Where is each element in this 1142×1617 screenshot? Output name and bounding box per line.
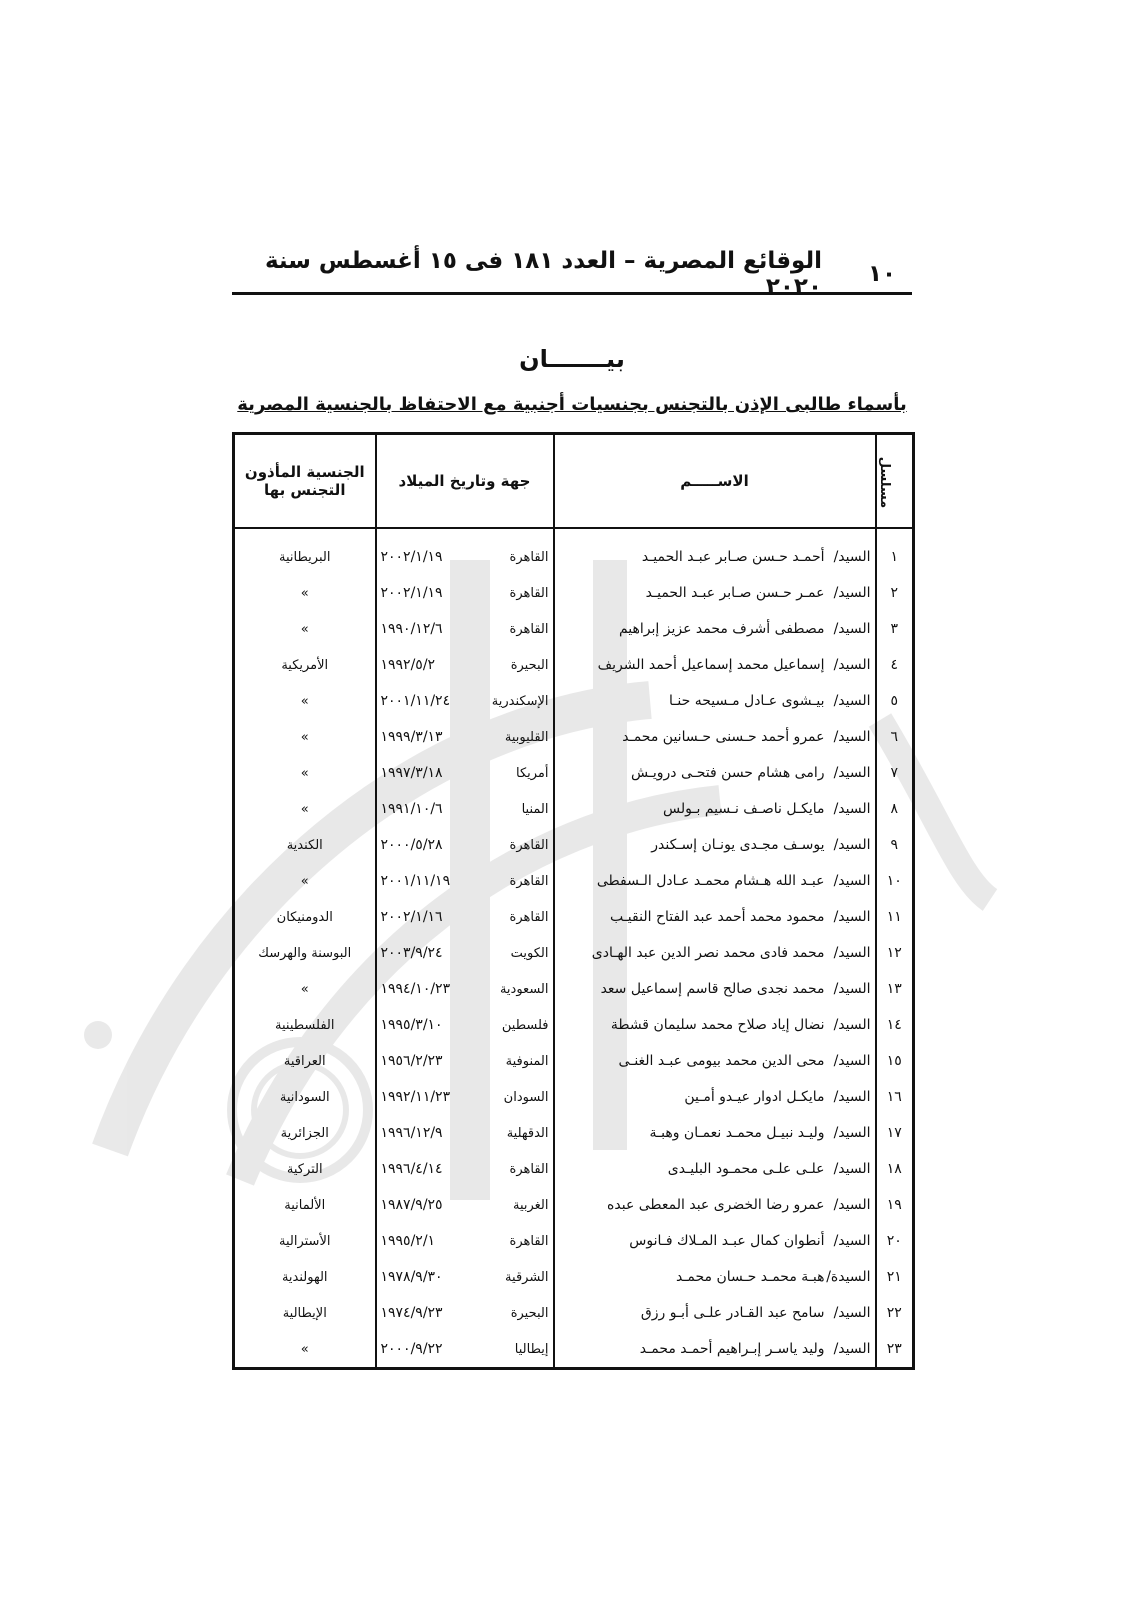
row-nationality: الهولندية: [234, 1259, 376, 1295]
table-row: [234, 1331, 914, 1369]
row-birth-place: المنوفية: [505, 1053, 549, 1069]
row-serial: ١٧: [876, 1115, 914, 1151]
page-header: [232, 248, 912, 300]
table-row: [234, 1115, 914, 1151]
applicants-table: [232, 432, 915, 1370]
row-birth-cell: [376, 719, 554, 755]
document-title: بيـــــــان: [519, 345, 625, 373]
row-birth-cell: [376, 1187, 554, 1223]
row-name: إسماعيل محمد إسماعيل أحمد الشريف: [597, 657, 825, 673]
row-birth-date: ٢٠٠٢/١/١٩: [380, 549, 443, 565]
row-birth-cell: [376, 1115, 554, 1151]
row-name: مايكـل ادوار عيـدو أمـين: [684, 1089, 825, 1105]
row-title: السيدة/: [826, 1269, 871, 1285]
row-birth-cell: [376, 791, 554, 827]
row-title: السيد/: [833, 657, 871, 673]
row-birth-place: القاهرة: [509, 837, 549, 853]
row-birth-place: القاهرة: [509, 585, 549, 601]
table-row: [234, 791, 914, 827]
row-birth-place: البحيرة: [510, 1305, 549, 1321]
row-name: عبـد الله هـشام محمـد عـادل الـسفطى: [596, 873, 825, 889]
page-number: ١٠: [867, 261, 897, 287]
row-serial: ٢٢: [876, 1295, 914, 1331]
row-birth-place: القليوبية: [504, 729, 549, 745]
row-birth-date: ١٩٩٢/٥/٢: [380, 657, 436, 673]
row-birth-date: ٢٠٠٠/٥/٢٨: [380, 837, 443, 853]
row-name: نضال إياد صلاح محمد سليمان قشطة: [610, 1017, 825, 1033]
row-name: محى الدين محمد بيومى عبـد الغنـى: [618, 1053, 825, 1069]
row-birth-cell: [376, 755, 554, 791]
table-row: [234, 1007, 914, 1043]
row-nationality: السودانية: [234, 1079, 376, 1115]
table-row: [234, 719, 914, 755]
row-name-cell: [554, 1007, 876, 1043]
row-birth-date: ٢٠٠٢/١/١٦: [380, 909, 443, 925]
row-birth-cell: [376, 1043, 554, 1079]
table-row: [234, 528, 914, 575]
row-birth-date: ١٩٩٩/٣/١٣: [380, 729, 443, 745]
table-row: [234, 683, 914, 719]
row-name: وليد ياسـر إبـراهيم أحمـد محمـد: [639, 1341, 825, 1357]
row-nationality: الأمريكية: [234, 647, 376, 683]
row-birth-cell: [376, 1151, 554, 1187]
row-title: السيد/: [833, 945, 871, 961]
row-birth-date: ١٩٩٤/١٠/٢٣: [380, 981, 451, 997]
row-name-cell: [554, 611, 876, 647]
row-name: سامح عبد القـادر علـى أبـو رزق: [640, 1305, 825, 1321]
row-birth-date: ٢٠٠٣/٩/٢٤: [380, 945, 443, 961]
row-birth-place: الكويت: [510, 945, 549, 961]
row-name-cell: [554, 1187, 876, 1223]
table-row: [234, 827, 914, 863]
row-birth-date: ١٩٩٢/١١/٢٣: [380, 1089, 451, 1105]
row-nationality: »: [234, 683, 376, 719]
row-serial: ١: [876, 528, 914, 575]
row-name-cell: [554, 528, 876, 575]
row-birth-date: ١٩٩٥/٢/١: [380, 1233, 436, 1249]
row-birth-date: ١٩٧٤/٩/٢٣: [380, 1305, 443, 1321]
row-birth-place: البحيرة: [510, 657, 549, 673]
row-nationality: »: [234, 719, 376, 755]
row-birth-place: القاهرة: [509, 1233, 549, 1249]
row-name: عمرو أحمد حـسنى حـسانين محمـد: [622, 729, 825, 745]
row-name: أنطوان كمال عبـد المـلاك فـانوس: [629, 1233, 825, 1249]
row-birth-place: الدقهلية: [506, 1125, 549, 1141]
row-serial: ٨: [876, 791, 914, 827]
table-row: [234, 1151, 914, 1187]
header-nationality: الجنسية المأذون التجنس بها: [234, 434, 376, 529]
row-title: السيد/: [833, 1089, 871, 1105]
row-nationality: الكندية: [234, 827, 376, 863]
row-serial: ١٩: [876, 1187, 914, 1223]
row-name: مايكـل ناصـف نـسيم بـولس: [663, 801, 825, 817]
table-row: [234, 647, 914, 683]
row-title: السيد/: [833, 873, 871, 889]
row-name: محمود محمد أحمد عبد الفتاح النقيـب: [609, 909, 825, 925]
document-subtitle: بأسماء طالبى الإذن بالتجنس بجنسيات أجنبية مع الاحتفاظ بالجنسية المصرية: [237, 394, 907, 415]
row-serial: ٥: [876, 683, 914, 719]
row-title: السيد/: [833, 1233, 871, 1249]
row-title: السيد/: [833, 693, 871, 709]
row-name: هبـة محمـد حـسان محمـد: [675, 1269, 825, 1285]
row-title: السيد/: [833, 585, 871, 601]
table-row: [234, 611, 914, 647]
row-name-cell: [554, 1223, 876, 1259]
row-serial: ٤: [876, 647, 914, 683]
row-name: وليـد نبيـل محمـد نعمـان وهبـة: [649, 1125, 825, 1141]
row-name-cell: [554, 1151, 876, 1187]
table-header-row: [234, 434, 914, 529]
row-birth-cell: [376, 899, 554, 935]
table-row: [234, 1079, 914, 1115]
row-serial: ١٣: [876, 971, 914, 1007]
row-name-cell: [554, 899, 876, 935]
row-title: السيد/: [833, 981, 871, 997]
row-title: السيد/: [833, 1161, 871, 1177]
row-title: السيد/: [833, 909, 871, 925]
row-birth-date: ١٩٩٠/١٢/٦: [380, 621, 443, 637]
row-serial: ٩: [876, 827, 914, 863]
row-name-cell: [554, 863, 876, 899]
table-body: [234, 528, 914, 1369]
row-title: السيد/: [833, 1305, 871, 1321]
row-nationality: الجزائرية: [234, 1115, 376, 1151]
row-birth-place: القاهرة: [509, 873, 549, 889]
row-birth-date: ١٩٧٨/٩/٣٠: [380, 1269, 443, 1285]
row-nationality: »: [234, 575, 376, 611]
table-row: [234, 1043, 914, 1079]
row-birth-date: ٢٠٠٠/٩/٢٢: [380, 1341, 443, 1357]
row-serial: ١٤: [876, 1007, 914, 1043]
row-name-cell: [554, 719, 876, 755]
row-title: السيد/: [833, 1125, 871, 1141]
row-name-cell: [554, 971, 876, 1007]
row-title: السيد/: [833, 837, 871, 853]
row-nationality: »: [234, 1331, 376, 1369]
row-birth-date: ١٩٩٦/١٢/٩: [380, 1125, 443, 1141]
row-name: محمد نجدى صالح قاسم إسماعيل سعد: [600, 981, 825, 997]
row-name-cell: [554, 647, 876, 683]
row-name: يوسـف مجـدى يونـان إسـكندر: [651, 837, 825, 853]
table-row: [234, 1259, 914, 1295]
row-birth-cell: [376, 935, 554, 971]
row-title: السيد/: [833, 765, 871, 781]
row-serial: ١٥: [876, 1043, 914, 1079]
row-name-cell: [554, 683, 876, 719]
row-name-cell: [554, 791, 876, 827]
row-birth-place: القاهرة: [509, 1161, 549, 1177]
row-title: السيد/: [833, 621, 871, 637]
row-birth-place: فلسطين: [501, 1017, 549, 1033]
table-row: [234, 1187, 914, 1223]
row-serial: ٢٣: [876, 1331, 914, 1369]
row-birth-place: أمريكا: [515, 765, 549, 781]
table-row: [234, 935, 914, 971]
table-row: [234, 863, 914, 899]
row-birth-cell: [376, 1295, 554, 1331]
row-nationality: التركية: [234, 1151, 376, 1187]
row-serial: ١٢: [876, 935, 914, 971]
row-name: رامى هشام حسن فتحـى درويـش: [630, 765, 825, 781]
row-name-cell: [554, 1043, 876, 1079]
table-row: [234, 1223, 914, 1259]
row-birth-place: الغربية: [512, 1197, 549, 1213]
row-nationality: البريطانية: [234, 528, 376, 575]
row-birth-date: ٢٠٠١/١١/١٩: [380, 873, 451, 889]
row-name-cell: [554, 935, 876, 971]
row-nationality: الألمانية: [234, 1187, 376, 1223]
row-name: محمد فادى محمد نصر الدين عبد الهـادى: [591, 945, 825, 961]
row-serial: ٢١: [876, 1259, 914, 1295]
row-birth-date: ١٩٩٦/٤/١٤: [380, 1161, 443, 1177]
row-nationality: »: [234, 611, 376, 647]
header-serial: مسلسل: [876, 434, 914, 529]
row-birth-cell: [376, 647, 554, 683]
row-name-cell: [554, 1259, 876, 1295]
row-serial: ٢: [876, 575, 914, 611]
row-name: مصطفى أشرف محمد عزيز إبراهيم: [618, 621, 825, 637]
row-serial: ٧: [876, 755, 914, 791]
row-birth-date: ١٩٥٦/٢/٢٣: [380, 1053, 443, 1069]
row-birth-place: السعودية: [499, 981, 549, 997]
table-row: [234, 1295, 914, 1331]
row-name: أحمـد حـسن صـابر عبـد الحميـد: [641, 549, 825, 565]
row-birth-cell: [376, 1259, 554, 1295]
row-name: علـى علـى محمـود البليـدى: [667, 1161, 825, 1177]
row-name: عمرو رضا الخضرى عبد المعطى عبده: [607, 1197, 825, 1213]
row-birth-cell: [376, 683, 554, 719]
row-birth-cell: [376, 611, 554, 647]
row-nationality: »: [234, 755, 376, 791]
row-birth-place: إيطاليا: [514, 1341, 549, 1357]
row-nationality: »: [234, 791, 376, 827]
row-birth-place: القاهرة: [509, 549, 549, 565]
row-nationality: »: [234, 863, 376, 899]
row-serial: ١١: [876, 899, 914, 935]
row-birth-date: ١٩٩٧/٣/١٨: [380, 765, 443, 781]
row-name-cell: [554, 827, 876, 863]
row-nationality: البوسنة والهرسك: [234, 935, 376, 971]
row-serial: ٦: [876, 719, 914, 755]
row-birth-date: ١٩٩١/١٠/٦: [380, 801, 443, 817]
row-title: السيد/: [833, 801, 871, 817]
row-birth-cell: [376, 575, 554, 611]
row-nationality: الأسترالية: [234, 1223, 376, 1259]
row-birth-cell: [376, 971, 554, 1007]
row-title: السيد/: [833, 549, 871, 565]
row-serial: ١٨: [876, 1151, 914, 1187]
row-birth-place: القاهرة: [509, 909, 549, 925]
row-birth-cell: [376, 1331, 554, 1369]
row-birth-place: القاهرة: [509, 621, 549, 637]
gazette-header-title: الوقائع المصرية – العدد ١٨١ فى ١٥ أغسطس سنة ٢٠٢٠: [264, 248, 822, 300]
row-birth-date: ٢٠٠٢/١/١٩: [380, 585, 443, 601]
row-nationality: العراقية: [234, 1043, 376, 1079]
row-serial: ١٦: [876, 1079, 914, 1115]
row-birth-place: المنيا: [521, 801, 549, 817]
row-title: السيد/: [833, 1053, 871, 1069]
row-birth-cell: [376, 827, 554, 863]
row-name: عمـر حـسن صـابر عبـد الحميـد: [645, 585, 825, 601]
row-birth-date: ٢٠٠١/١١/٢٤: [380, 693, 451, 709]
row-title: السيد/: [833, 1197, 871, 1213]
row-name-cell: [554, 1295, 876, 1331]
row-birth-cell: [376, 863, 554, 899]
row-nationality: »: [234, 971, 376, 1007]
row-birth-cell: [376, 1079, 554, 1115]
row-name-cell: [554, 755, 876, 791]
table-row: [234, 755, 914, 791]
row-birth-cell: [376, 1223, 554, 1259]
row-nationality: الدومنيكان: [234, 899, 376, 935]
row-serial: ٢٠: [876, 1223, 914, 1259]
row-name-cell: [554, 1331, 876, 1369]
row-birth-place: الإسكندرية: [491, 693, 549, 709]
row-birth-date: ١٩٨٧/٩/٢٥: [380, 1197, 443, 1213]
row-birth-cell: [376, 528, 554, 575]
row-name: بيـشوى عـادل مـسيحه حنـا: [669, 693, 825, 709]
table-row: [234, 575, 914, 611]
row-name-cell: [554, 1079, 876, 1115]
row-birth-cell: [376, 1007, 554, 1043]
row-title: السيد/: [833, 1017, 871, 1033]
row-serial: ١٠: [876, 863, 914, 899]
row-birth-place: السودان: [503, 1089, 549, 1105]
row-serial: ٣: [876, 611, 914, 647]
row-birth-date: ١٩٩٥/٣/١٠: [380, 1017, 443, 1033]
row-title: السيد/: [833, 1341, 871, 1357]
row-nationality: الإيطالية: [234, 1295, 376, 1331]
row-nationality: الفلسطينية: [234, 1007, 376, 1043]
table-row: [234, 899, 914, 935]
row-name-cell: [554, 1115, 876, 1151]
header-name: الاســـــم: [554, 434, 876, 529]
header-birth: جهة وتاريخ الميلاد: [376, 434, 554, 529]
row-title: السيد/: [833, 729, 871, 745]
row-name-cell: [554, 575, 876, 611]
table-row: [234, 971, 914, 1007]
row-birth-place: الشرقية: [505, 1269, 549, 1285]
